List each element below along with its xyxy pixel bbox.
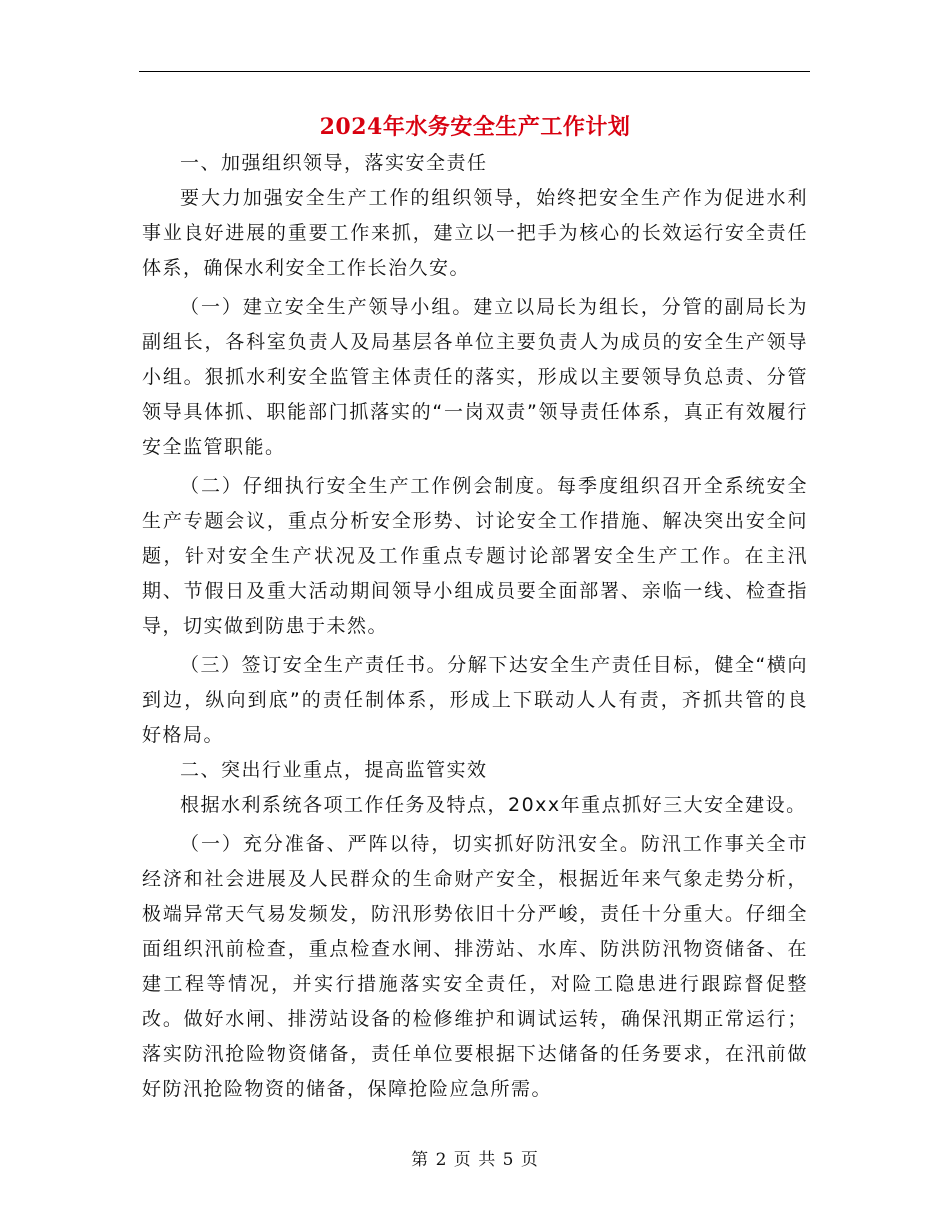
paragraph: 要大力加强安全生产工作的组织领导，始终把安全生产作为促进水利事业良好进展的重要工作来抓，建立以一把手为核心的长效运行安全责任体系，确保水利安全工作长治久安。 [142,187,808,279]
section-heading-2: 二、突出行业重点，提高监管实效 [180,759,488,781]
paragraph: （二）仔细执行安全生产工作例会制度。每季度组织召开全系统安全生产专题会议，重点分析安全形势、讨论安全工作措施、解决突出安全问题，针对安全生产状况及工作重点专题讨论部署安全生产工作。在主汛期、节假日及重大活动期间领导小组成员要全面部署、亲临一线、检查指导，切实做到防患于未然。 [142,475,808,637]
paragraph: （三）签订安全生产责任书。分解下达安全生产责任目标，健全“横向到边，纵向到底”的责任制体系，形成上下联动人人有责，齐抓共管的良好格局。 [142,654,808,746]
document-title: 2024年水务安全生产工作计划 [319,114,631,140]
page-number-footer: 第 2 页 共 5 页 [411,1150,539,1170]
section-heading-1: 一、加强组织领导，落实安全责任 [180,152,488,174]
header-rule [139,71,810,72]
paragraph: （一）充分准备、严阵以待，切实抓好防汛安全。防汛工作事关全市经济和社会进展及人民群众的生命财产安全，根据近年来气象走势分析，极端异常天气易发频发，防汛形势依旧十分严峻，责任十分重大。仔细全面组织汛前检查，重点检查水闸、排涝站、水库、防洪防汛物资储备、在建工程等情况，并实行措施落实安全责任，对险工隐患进行跟踪督促整改。做好水闸、排涝站设备的检修维护和调试运转，确保汛期正常运行；落实防汛抢险物资储备，责任单位要根据下达储备的任务要求，在汛前做好防汛抢险物资的储备，保障抢险应急所需。 [142,833,808,1100]
paragraph: 根据水利系统各项工作任务及特点，20xx年重点抓好三大安全建设。 [180,794,807,816]
paragraph: （一）建立安全生产领导小组。建立以局长为组长，分管的副局长为副组长，各科室负责人及局基层各单位主要负责人为成员的安全生产领导小组。狠抓水利安全监管主体责任的落实，形成以主要领导负总责、分管领导具体抓、职能部门抓落实的“一岗双责”领导责任体系，真正有效履行安全监管职能。 [142,296,808,458]
document-body [142,146,808,1107]
